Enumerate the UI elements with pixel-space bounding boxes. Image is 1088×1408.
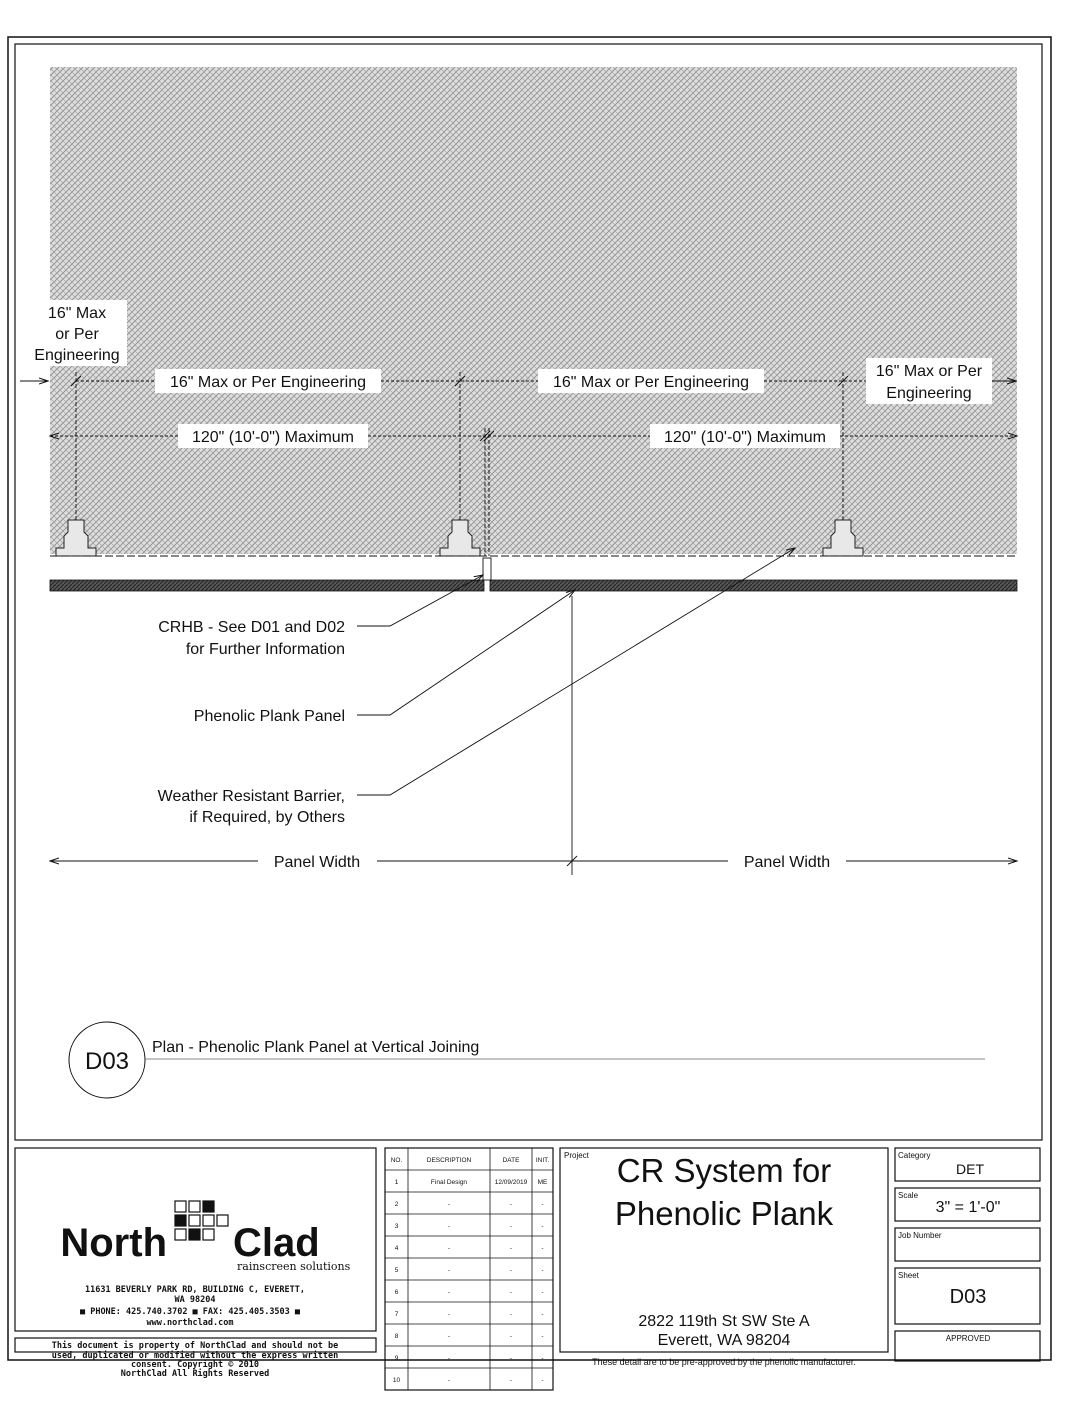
revision-cell: - [541,1201,544,1208]
revision-cell: 1 [394,1179,399,1186]
left-edge-note-3: Engineering [34,347,120,364]
left-edge-note-2: or Per [55,326,99,343]
revision-cell: 7 [394,1311,399,1318]
revision-cell: - [447,1267,451,1274]
project-address-1: 2822 119th St SW Ste A [638,1313,810,1330]
left-edge-note-1: 16" Max [47,305,107,322]
job-number-label: Job Number [898,1231,942,1240]
logo-clad: Clad [233,1221,320,1265]
callout-phenolic-panel: Phenolic Plank Panel [193,708,345,725]
callout-wrb-2: if Required, by Others [189,809,345,826]
company-address-1: 11631 BEVERLY PARK RD, BUILDING C, EVERETT, [84,1285,306,1295]
max-length-2: 120" (10'-0") Maximum [663,429,827,446]
revision-cell: - [509,1201,513,1208]
scale-value: 3" = 1'-0" [935,1199,1001,1216]
revision-cell: - [541,1311,544,1318]
revision-cell: - [509,1223,513,1230]
revision-cell: - [541,1377,544,1384]
revision-header-cell: INIT. [535,1157,550,1164]
revision-cell: - [509,1267,513,1274]
panel-hatch-area [47,67,1017,554]
revision-cell: - [541,1289,544,1296]
crhb-joint-clip [483,558,491,580]
phenolic-panel-left [50,580,484,591]
revision-header-cell: DESCRIPTION [426,1157,472,1164]
project-label: Project [564,1151,589,1160]
project-note: These detail are to be pre-approved by the phenolic manufacturer. [592,1357,856,1367]
category-label: Category [898,1151,931,1160]
panel-width-right: Panel Width [743,854,831,871]
panel-width-left: Panel Width [273,854,361,871]
northclad-logo-icon [175,1201,228,1240]
category-value: DET [956,1161,984,1177]
revision-cell: - [541,1355,544,1362]
phenolic-panel-right [490,580,1017,591]
revision-cell: - [447,1223,451,1230]
copyright-2: used, duplicated or modified without the express written [51,1351,339,1361]
panel-width-dimension [50,596,1017,875]
copyright-4: NorthClad All Rights Reserved [120,1369,270,1379]
revision-cell: - [447,1289,451,1296]
right-edge-note-2: Engineering [886,385,972,402]
revision-cell: ME [537,1179,548,1186]
detail-tag-id: D03 [84,1048,130,1075]
revision-cell: - [541,1245,544,1252]
right-edge-note-1: 16" Max or Per [875,363,983,380]
approved-label: APPROVED [945,1334,991,1343]
sheet-label: Sheet [898,1271,919,1280]
revision-table [385,1148,553,1390]
callout-crhb-1: CRHB - See D01 and D02 [158,619,345,636]
max-length-1: 120" (10'-0") Maximum [191,429,355,446]
copyright-3: consent. Copyright © 2010 [131,1360,259,1370]
revision-cell: 12/09/2019 [494,1179,528,1186]
revision-cell: - [509,1355,513,1362]
revision-cell: 3 [394,1223,399,1230]
revision-cell: - [509,1333,513,1340]
revision-cell: 4 [394,1245,399,1252]
callout-wrb-1: Weather Resistant Barrier, [157,788,345,805]
clip-spacing-2: 16" Max or Per Engineering [552,374,750,391]
revision-header-cell: NO. [390,1157,403,1164]
revision-cell: 2 [394,1201,399,1208]
revision-table-frame [385,1148,553,1390]
project-address-2: Everett, WA 98204 [657,1332,791,1349]
title-block [15,1148,1040,1390]
revision-cell: 9 [394,1355,399,1362]
revision-cell: 6 [394,1289,399,1296]
copyright-1: This document is property of NorthClad and should not be [51,1341,339,1351]
company-address-2: WA 98204 [174,1295,216,1305]
revision-cell: - [447,1245,451,1252]
revision-cell: - [541,1223,544,1230]
revision-cell: 5 [394,1267,399,1274]
revision-cell: - [509,1245,513,1252]
revision-cell: 10 [392,1377,401,1384]
revision-cell: - [509,1289,513,1296]
revision-cell: - [447,1333,451,1340]
revision-cell: Final Design [430,1179,468,1186]
callout-crhb-2: for Further Information [185,641,345,658]
project-title-1: CR System for [616,1152,832,1189]
revision-header-cell: DATE [502,1157,520,1164]
revision-cell: - [447,1201,451,1208]
project-title-2: Phenolic Plank [614,1195,834,1232]
company-website: www.northclad.com [146,1318,234,1328]
revision-cell: - [447,1377,451,1384]
revision-cell: 8 [394,1333,399,1340]
revision-cell: - [447,1311,451,1318]
sheet-value: D03 [949,1286,987,1308]
clip-spacing-1: 16" Max or Per Engineering [169,374,367,391]
revision-cell: - [509,1311,513,1318]
company-contact: ■ PHONE: 425.740.3702 ■ FAX: 425.405.3503 ■ [79,1307,301,1317]
logo-north: North [60,1221,167,1265]
revision-cell: - [509,1377,513,1384]
scale-label: Scale [898,1191,919,1200]
detail-title: Plan - Phenolic Plank Panel at Vertical Joining [152,1039,480,1056]
revision-cell: - [447,1355,451,1362]
revision-cell: - [541,1333,544,1340]
logo-tagline: rainscreen solutions [237,1260,351,1273]
revision-cell: - [541,1267,544,1274]
